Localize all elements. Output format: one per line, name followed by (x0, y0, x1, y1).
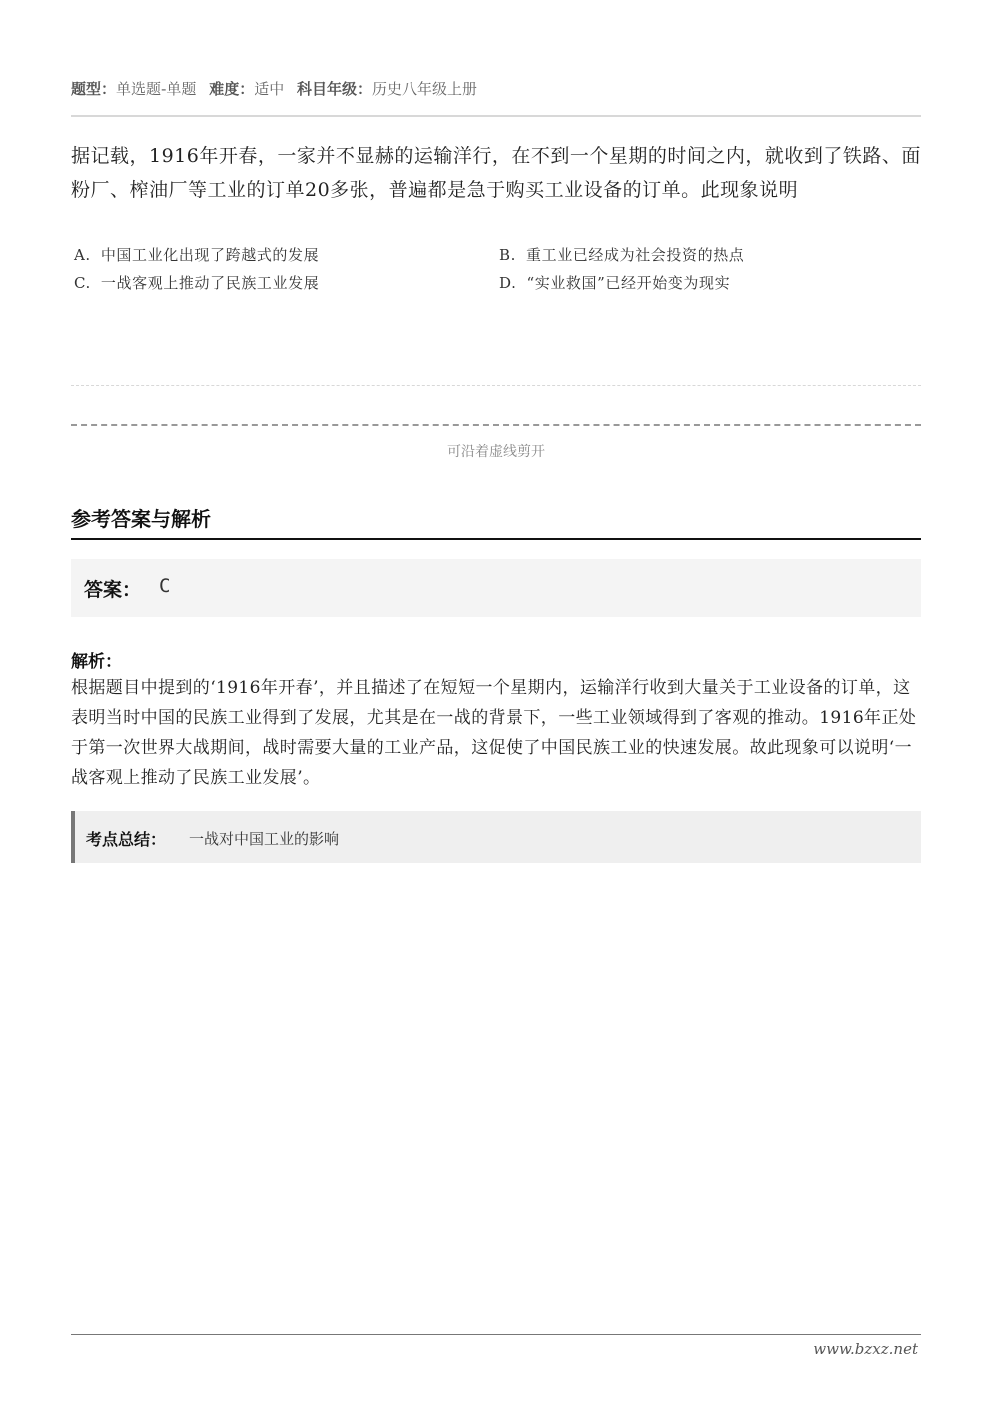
dashed-divider-light (71, 385, 921, 386)
answer-box (71, 559, 921, 617)
question-meta (71, 78, 485, 99)
option-b[interactable] (499, 242, 744, 268)
difficulty-label: 难度： (209, 80, 255, 98)
option-letter: C. (74, 274, 91, 292)
answer-section-title: 参考答案与解析 (71, 507, 211, 531)
cut-line (71, 424, 921, 426)
subject-value: 历史八年级上册 (372, 80, 478, 98)
analysis-text: 根据题目中提到的‘1916年开春’，并且描述了在短短一个星期内，运输洋行收到大量关于工业设备的订单，这表明当时中国的民族工业得到了发展，尤其是在一战的背景下，一些工业领域得到了客观的推动。1916年正处于第一次世界大战期间，战时需要大量的工业产品，这促使了中国民族工业的快速发展。故此现象可以说明‘一战客观上推动了民族工业发展’。 (71, 678, 917, 788)
subject-label: 科目年级： (297, 80, 373, 98)
meta-divider (71, 115, 921, 117)
difficulty-value: 适中 (254, 80, 285, 98)
key-point-summary (71, 811, 921, 863)
option-letter: A. (74, 246, 91, 264)
option-text: 一战客观上推动了民族工业发展 (100, 274, 320, 292)
option-c[interactable] (74, 270, 319, 296)
section-divider (71, 538, 921, 540)
option-text: “实业救国”已经开始变为现实 (526, 274, 731, 292)
footer-site-link[interactable]: www.bzxz.net (813, 1340, 918, 1358)
cut-note: 可沿着虚线剪开 (447, 444, 545, 460)
summary-label: 考点总结： (86, 830, 167, 849)
answer-value: C (159, 575, 171, 597)
option-d[interactable] (499, 270, 730, 296)
question-stem: 据记载，1916年开春，一家并不显赫的运输洋行，在不到一个星期的时间之内，就收到了铁路、面粉厂、榨油厂等工业的订单20多张，普遍都是急于购买工业设备的订单。此现象说明 (71, 145, 921, 201)
option-letter: B. (499, 246, 516, 264)
answer-label: 答案： (84, 579, 142, 601)
footer-divider (71, 1334, 921, 1335)
summary-value: 一战对中国工业的影响 (189, 830, 340, 848)
type-label: 题型： (71, 80, 117, 98)
option-text: 中国工业化出现了跨越式的发展 (100, 246, 320, 264)
type-value: 单选题-单题 (116, 80, 197, 98)
analysis-label: 解析： (71, 652, 122, 672)
option-letter: D. (499, 274, 517, 292)
option-a[interactable] (74, 242, 319, 268)
option-text: 重工业已经成为社会投资的热点 (526, 246, 745, 264)
